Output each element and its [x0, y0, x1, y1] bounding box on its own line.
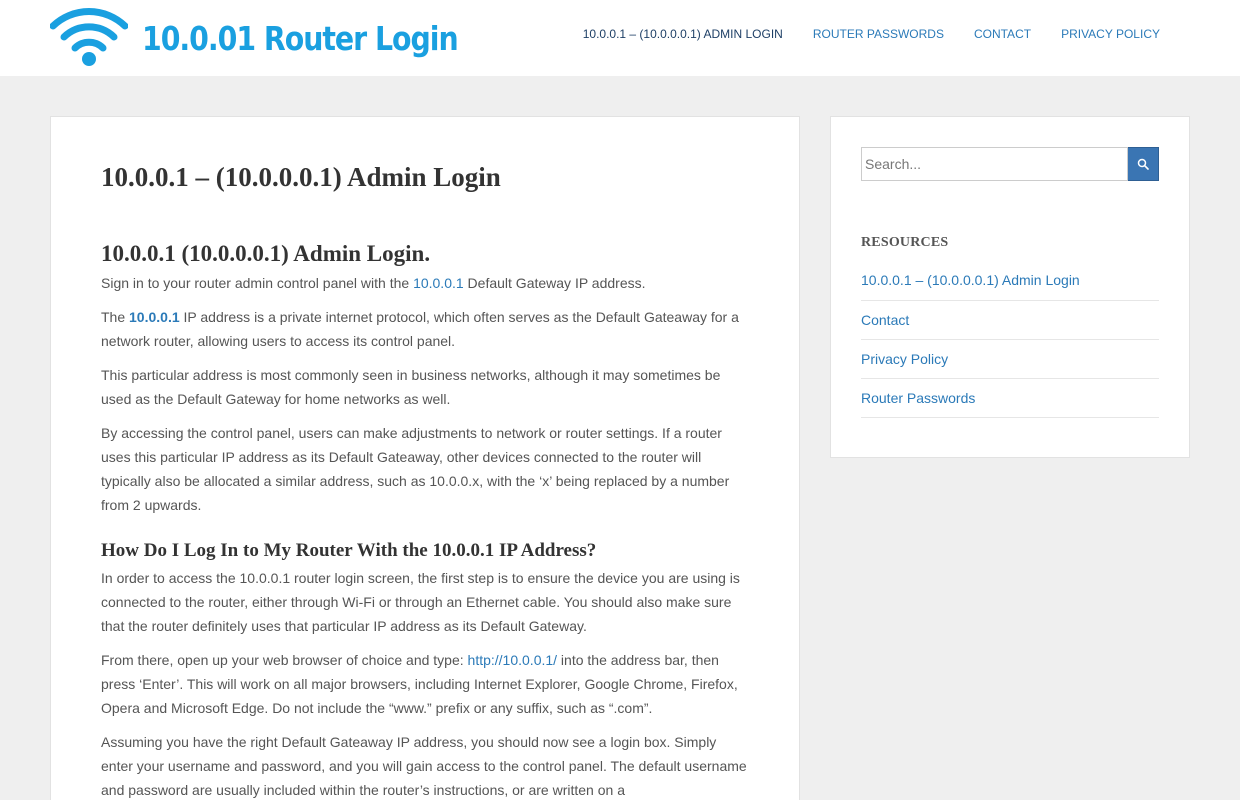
resource-link-admin-login[interactable]: 10.0.0.1 – (10.0.0.0.1) Admin Login — [861, 272, 1080, 288]
paragraph-text: Default Gateway IP address. — [463, 275, 646, 291]
article-subheading: How Do I Log In to My Router With the 10.0.0.1 IP Address? — [101, 540, 597, 561]
list-item — [861, 340, 1159, 379]
list-item — [861, 379, 1159, 418]
article-card — [50, 116, 800, 800]
article-paragraph: Assuming you have the right Default Gateaway IP address, you should now see a login box. Simply enter your username and password, and you will gain access to the control panel. The default username and password are usually included within the router’s instructions, or are written on a — [101, 734, 747, 798]
search-icon — [1137, 158, 1149, 170]
ip-address-link[interactable]: 10.0.0.1 — [129, 309, 180, 325]
article-paragraph: This particular address is most commonly seen in business networks, although it may sometimes be used as the Default Gateway for home networks as well. — [101, 367, 721, 407]
logo-text: 10.0.01 Router Login — [142, 18, 458, 58]
site-header — [0, 0, 1240, 76]
resource-link-privacy-policy[interactable]: Privacy Policy — [861, 351, 949, 367]
article-paragraph — [101, 271, 749, 295]
sidebar — [830, 116, 1190, 458]
search-form — [861, 147, 1159, 181]
main-nav — [553, 26, 1160, 42]
article-paragraph — [101, 305, 749, 353]
gateway-link[interactable]: 10.0.0.1 — [413, 275, 464, 291]
resource-link-router-passwords[interactable]: Router Passwords — [861, 390, 976, 406]
list-item — [861, 301, 1159, 340]
paragraph-text: The — [101, 309, 130, 325]
router-url-link[interactable]: http://10.0.0.1/ — [467, 652, 558, 668]
paragraph-text: into the address bar, then press ‘Enter’. This will work on all major browsers, including Internet Explorer, Google Chrome, Firefox, Opera and Microsoft Edge. Do not include the “www.” prefix or any suffix, such as “.com”. — [101, 652, 738, 716]
resources-heading: RESOURCES — [861, 235, 949, 250]
nav-privacy-policy[interactable]: PRIVACY POLICY — [1061, 27, 1160, 41]
nav-contact[interactable]: CONTACT — [973, 27, 1032, 41]
paragraph-text: From there, open up your web browser of choice and type: — [101, 652, 468, 668]
search-input[interactable] — [861, 147, 1128, 181]
resources-list — [861, 265, 1159, 418]
nav-router-passwords[interactable]: ROUTER PASSWORDS — [812, 27, 944, 41]
article-paragraph — [101, 648, 749, 720]
article-heading: 10.0.0.1 (10.0.0.0.1) Admin Login. — [101, 241, 431, 266]
wifi-logo-icon — [50, 8, 128, 68]
list-item — [861, 265, 1159, 301]
search-button[interactable] — [1128, 147, 1159, 181]
article-paragraph: In order to access the 10.0.0.1 router login screen, the first step is to ensure the device you are using is connected to the router, either through Wi-Fi or through an Ethernet cable. You should also make sure that the router definitely uses that particular IP address as its Default Gateway. — [101, 570, 740, 634]
resource-link-contact[interactable]: Contact — [861, 312, 910, 328]
article-paragraph: By accessing the control panel, users can make adjustments to network or router settings. If a router uses this particular IP address as its Default Gateaway, other devices connected to the router will typically also be allocated a similar address, such as 10.0.0.x, with the ‘x’ being replaced by a number from 2 upwards. — [101, 425, 730, 513]
paragraph-text: IP address is a private internet protocol, which often serves as the Default Gateaway for a network router, allowing users to access its control panel. — [101, 309, 739, 349]
paragraph-text: Sign in to your router admin control panel with the — [101, 275, 414, 291]
nav-admin-login[interactable]: 10.0.0.1 – (10.0.0.0.1) ADMIN LOGIN — [582, 27, 783, 41]
site-logo[interactable] — [50, 8, 509, 68]
page-title: 10.0.0.1 – (10.0.0.0.1) Admin Login — [101, 162, 501, 192]
